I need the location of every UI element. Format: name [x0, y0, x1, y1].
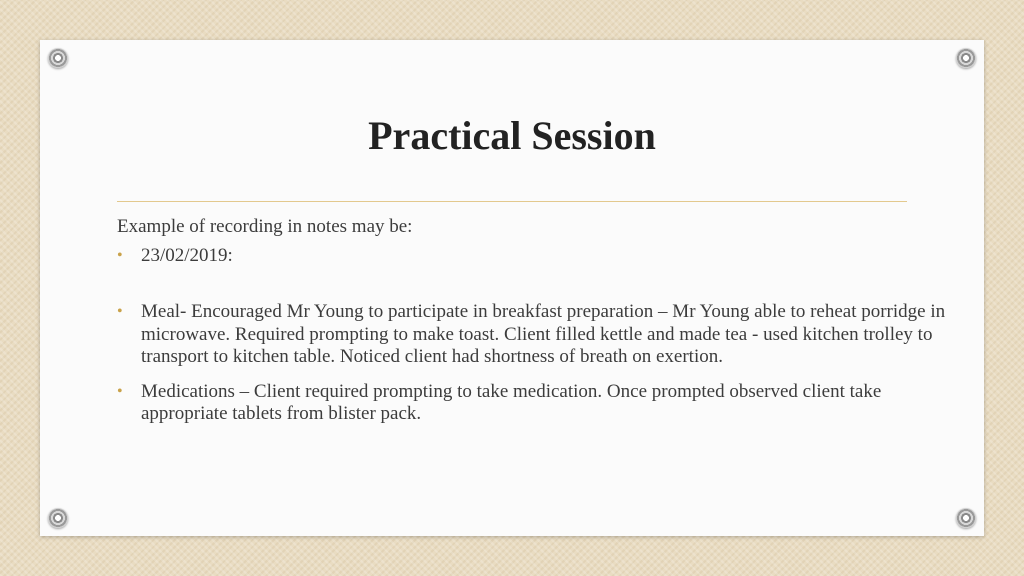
- bullet-meal: [117, 301, 947, 369]
- bullet-icon: •: [117, 246, 123, 264]
- intro-text: Example of recording in notes may be:: [117, 216, 413, 237]
- bullet-text: 23/02/2019:: [141, 244, 233, 266]
- bullet-text: Medications – Client required prompting to take medication. Once prompted observed client take appropriate tablets from blister pack.: [141, 380, 882, 424]
- pin-icon: [956, 48, 976, 68]
- bullet-text: Meal- Encouraged Mr Young to participate in breakfast preparation – Mr Young able to reheat porridge in microwave. Required prompting to make toast. Client filled kettle and made tea - used kitchen trolley to transport to kitchen table. Noticed client had shortness of breath on exertion.: [141, 301, 946, 367]
- slide-title: Practical Session: [368, 113, 656, 158]
- slide-card: [40, 40, 984, 536]
- bullet-date: [117, 245, 947, 268]
- bullet-medications: [117, 381, 947, 426]
- bullet-icon: •: [117, 382, 123, 400]
- bullet-icon: •: [117, 303, 123, 320]
- pin-icon: [48, 508, 68, 528]
- title-divider: [117, 201, 907, 202]
- slide-body: [117, 216, 947, 426]
- pin-icon: [956, 508, 976, 528]
- bullet-list: [117, 245, 947, 426]
- pin-icon: [48, 48, 68, 68]
